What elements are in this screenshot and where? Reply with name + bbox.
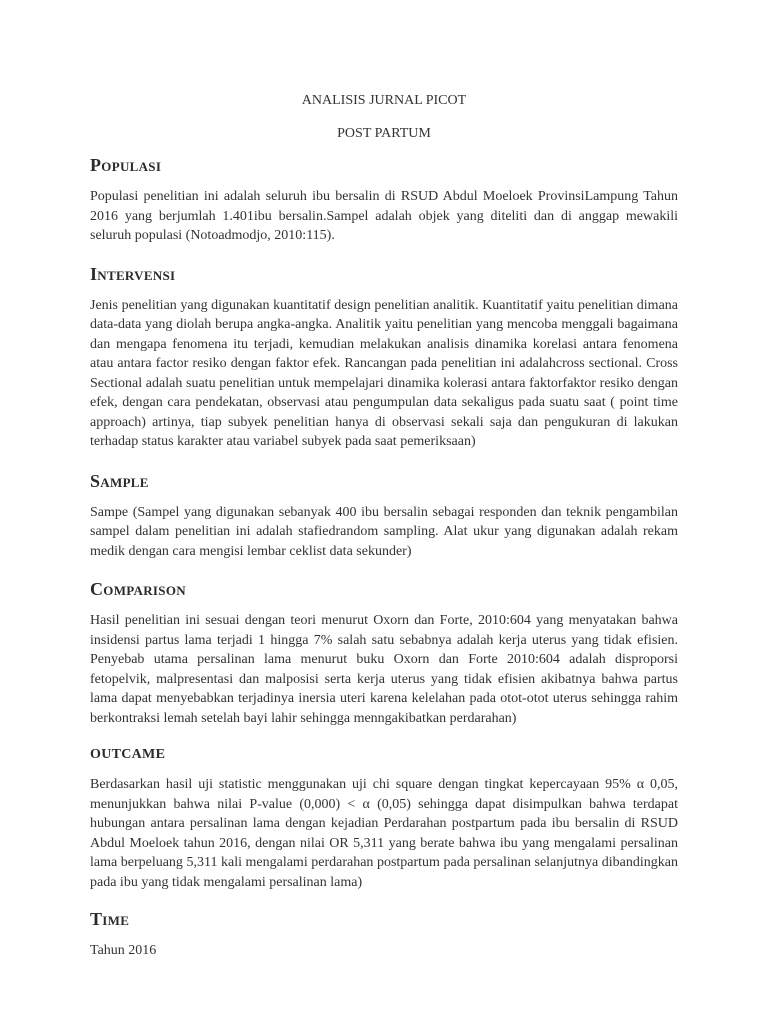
document-title: ANALISIS JURNAL PICOT xyxy=(301,93,467,108)
section-outcame xyxy=(90,744,678,892)
section-intervensi xyxy=(90,263,678,452)
heading-outcame: OUTCAME xyxy=(90,747,166,762)
document-subtitle: POST PARTUM xyxy=(337,126,431,141)
section-sample xyxy=(90,470,678,562)
heading-sample: Sample xyxy=(90,470,149,491)
heading-comparison: Comparison xyxy=(90,579,186,599)
section-time xyxy=(90,908,678,961)
paragraph-comparison: Hasil penelitian ini sesuai dengan teori menurut Oxorn dan Forte, 2010:604 yang menyatakan bahwa insidensi partus lama terjadi 1 hingga 7% salah satu sebabnya adalah kerja uterus yang tidak efisien. Penyebab utama persalinan lama menurut buku Oxorn dan Forte 2010:604 adalah disproporsi fetopelvik, malpresentasi dan malposisi serta kerja uterus yang tidak efisien akibatnya bahwa partus lama dapat menyebabkan terjadinya inersia uteri karena kelelahan pada otot-otot uterus sehingga rahim berkontraksi lemah setelah bayi lahir sehingga menngakibatkan perdarahan) xyxy=(90,613,678,726)
paragraph-time: Tahun 2016 xyxy=(90,943,157,958)
heading-time: Time xyxy=(90,909,130,929)
paragraph-sample: Sampe (Sampel yang digunakan sebanyak 400 ibu bersalin sebagai responden dan teknik pengambilan sampel dalam penelitian ini adalah stafiedrandom sampling. Alat ukur yang digunakan adalah rekam medik dengan cara mengisi lembar ceklist data sekunder) xyxy=(90,504,678,559)
heading-populasi: Populasi xyxy=(90,155,162,175)
paragraph-outcame: Berdasarkan hasil uji statistic menggunakan uji chi square dengan tingkat kepercayaan 95% α 0,05, menunjukkan bahwa nilai P-value (0,000) < α (0,05) sehingga dapat disimpulkan bahwa terdapat hubungan antara persalinan lama dengan kejadian Perdarahan postpartum pada ibu bersalin di RSUD Abdul Moeloek tahun 2016, dengan nilai OR 5,311 yang berate bahwa ibu yang mengalami persalinan lama berpeluang 5,311 kali mengalami perdarahan postpartum pada persalinan selanjutnya dibandingkan pada ibu yang tidak mengalami persalinan lama) xyxy=(90,777,678,890)
section-comparison xyxy=(90,578,678,728)
section-populasi xyxy=(90,154,678,246)
paragraph-intervensi: Jenis penelitian yang digunakan kuantitatif design penelitian analitik. Kuantitatif yaitu penelitian dimana data-data yang diolah berupa angka-angka. Analitik yaitu penelitian yang mencoba menggali bagaimana dan mengapa fenomena itu terjadi, kemudian melakukan analisis dinamika korelasi antara fenomena atau antara factor resiko dengan faktor efek. Rancangan pada penelitian ini adalahcross sectional. Cross Sectional adalah suatu penelitian untuk mempelajari dinamika kolerasi antara faktorfaktor resiko dengan efek, dengan cara pendekatan, observasi atau pengumpulan data sekaligus pada suatu saat ( point time approach) artinya, tiap subyek penelitian hanya di observasi sekali saja dan pengukuran di lakukan terhadap status karakter atau variabel subyek pada saat pemeriksaan) xyxy=(90,297,678,449)
heading-intervensi: Intervensi xyxy=(90,263,176,284)
paragraph-populasi: Populasi penelitian ini adalah seluruh ibu bersalin di RSUD Abdul Moeloek ProvinsiLampung Tahun 2016 yang berjumlah 1.401ibu bersalin.Sampel adalah objek yang diteliti dan di anggap mewakili seluruh populasi (Notoadmodjo, 2010:115). xyxy=(90,189,678,243)
